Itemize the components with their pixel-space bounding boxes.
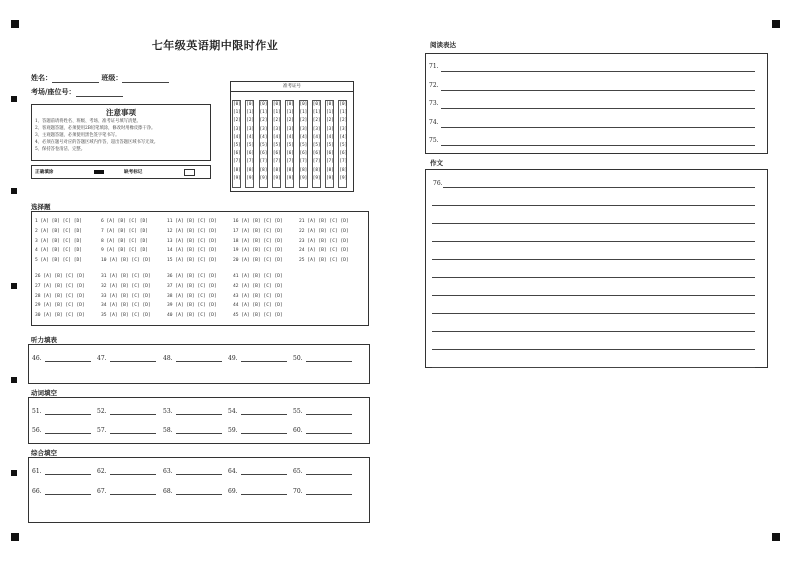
exam-id-digit-bubble[interactable]: [9] [259,175,268,181]
writing-line[interactable] [432,313,755,314]
exam-id-digit-bubble[interactable]: [4] [299,134,308,140]
exam-id-digit-bubble[interactable]: [3] [286,126,294,132]
reading-answer-line[interactable] [441,145,755,146]
exam-id-digit-bubble[interactable]: [2] [326,118,334,124]
corner-mark-bottom-left [11,533,19,541]
exam-id-digit-bubble[interactable]: [4] [286,134,294,140]
reading-question-number: 72. [429,81,439,89]
choice-question[interactable]: 38 [A] [B] [C] [D] [167,293,217,299]
fill-blank[interactable] [97,408,156,415]
exam-id-column[interactable] [245,100,254,188]
exam-id-column[interactable] [299,100,308,188]
fill-blank[interactable] [163,488,222,495]
choice-question[interactable]: 25 [A] [B] [C] [D] [299,258,349,264]
fill-blank[interactable] [97,355,156,362]
exam-id-digit-bubble[interactable]: [8] [299,167,308,173]
class-label: 班级： [101,73,123,82]
choice-question[interactable]: 30 [A] [B] [C] [D] [35,313,85,319]
question-number: 70. [293,488,303,495]
fill-blank[interactable] [293,427,352,434]
reading-section-label: 阅读表达 [430,41,456,49]
fill-blank[interactable] [228,408,287,415]
question-number: 47. [97,355,107,362]
verbs-section-label: 动词填空 [31,389,57,397]
exam-id-digit-bubble[interactable]: [2] [312,118,321,124]
writing-line[interactable] [432,295,755,296]
choice-question[interactable]: 36 [A] [B] [C] [D] [167,274,217,279]
exam-id-digit-bubble[interactable]: [5] [312,143,321,149]
fill-blank[interactable] [32,408,91,415]
fill-blank[interactable] [97,427,156,434]
question-number: 50. [293,355,303,362]
notice-item: 5、保持答卷清洁、完整。 [35,147,85,152]
answer-line[interactable] [45,355,91,362]
fill-blank[interactable] [163,468,222,475]
verbs-box [28,397,370,444]
question-number: 64. [228,468,238,475]
notice-item: 4、必须在题号对应的答题区域内作答，超出答题区域书写无效。 [35,140,159,145]
question-number: 49. [228,355,238,362]
exam-id-digit-bubble[interactable]: [0] [339,102,348,107]
exam-id-digit-bubble[interactable]: [3] [339,126,348,132]
reading-question-number: 74. [429,118,439,126]
choice-question[interactable]: 10 [A] [B] [C] [D] [101,258,151,264]
answer-line[interactable] [241,408,287,415]
answer-line[interactable] [110,427,156,434]
question-number: 62. [97,468,107,475]
writing-line[interactable] [432,223,755,224]
exam-id-digit-bubble[interactable]: [9] [339,175,348,181]
exam-id-digit-bubble[interactable]: [8] [233,167,241,173]
notice-item: 1、答题前请将姓名、班级、考场、准考证号填写清楚。 [35,119,141,124]
exam-id-digit-bubble[interactable]: [6] [272,151,281,157]
exam-id-title: 准考证号 [231,82,353,92]
timing-mark [11,377,17,383]
answer-line[interactable] [45,488,91,495]
exam-id-digit-bubble[interactable]: [1] [233,110,241,116]
exam-id-digit-bubble[interactable]: [4] [272,134,281,140]
question-number: 69. [228,488,238,495]
timing-mark [11,283,17,289]
exam-id-digit-bubble[interactable]: [6] [339,151,348,157]
exam-id-digit-bubble[interactable]: [4] [312,134,321,140]
exam-id-digit-bubble[interactable]: [4] [339,134,348,140]
exam-id-digit-bubble[interactable]: [5] [272,143,281,149]
exam-id-digit-bubble[interactable]: [6] [233,151,241,157]
choice-question[interactable]: 35 [A] [B] [C] [D] [101,313,151,319]
corner-mark-bottom-right [772,533,780,541]
answer-line[interactable] [110,355,156,362]
answer-line[interactable] [176,468,222,475]
answer-line[interactable] [306,355,352,362]
exam-id-digit-bubble[interactable]: [2] [339,118,348,124]
choice-question[interactable]: 31 [A] [B] [C] [D] [101,274,151,279]
fill-legend [31,165,211,179]
choice-question[interactable]: 18 [A] [B] [C] [D] [233,238,283,244]
exam-id-digit-bubble[interactable]: [1] [312,110,321,116]
answer-line[interactable] [176,408,222,415]
choice-question[interactable]: 23 [A] [B] [C] [D] [299,238,349,244]
question-number: 67. [97,488,107,495]
choice-question[interactable]: 12 [A] [B] [C] [D] [167,228,217,234]
exam-id-digit-bubble[interactable]: [4] [246,134,255,140]
choice-question[interactable]: 13 [A] [B] [C] [D] [167,238,217,244]
exam-id-digit-bubble[interactable]: [9] [326,175,334,181]
choice-question[interactable]: 40 [A] [B] [C] [D] [167,313,217,319]
writing-line[interactable] [432,205,755,206]
exam-id-digit-bubble[interactable]: [8] [286,167,294,173]
exam-id-digit-bubble[interactable]: [7] [246,159,255,165]
reading-box [425,53,768,154]
exam-id-digit-bubble[interactable]: [9] [246,175,255,181]
answer-line[interactable] [176,488,222,495]
room-seat-field[interactable] [31,87,123,97]
answer-line[interactable] [306,427,352,434]
fill-blank[interactable] [293,488,352,495]
exam-id-digit-bubble[interactable]: [5] [326,143,334,149]
choice-question[interactable]: 21 [A] [B] [C] [D] [299,219,349,224]
fill-blank[interactable] [32,488,91,495]
exam-id-digit-bubble[interactable]: [1] [299,110,308,116]
correct-fill-label: 正确填涂 [35,170,54,175]
question-number: 60. [293,427,303,434]
exam-id-digit-bubble[interactable]: [9] [233,175,241,181]
exam-id-digit-bubble[interactable]: [7] [326,159,334,165]
writing-line[interactable] [432,331,755,332]
choice-question[interactable]: 17 [A] [B] [C] [D] [233,228,283,234]
answer-line[interactable] [306,488,352,495]
question-number: 59. [228,427,238,434]
exam-id-digit-bubble[interactable]: [3] [312,126,321,132]
cloze-section-label: 综合填空 [31,449,57,457]
exam-id-digit-bubble[interactable]: [5] [299,143,308,149]
choice-question[interactable]: 26 [A] [B] [C] [D] [35,274,85,279]
choice-question[interactable]: 20 [A] [B] [C] [D] [233,258,283,264]
fill-blank[interactable] [163,355,222,362]
exam-id-column[interactable] [312,100,321,188]
fill-blank[interactable] [293,468,352,475]
name-field[interactable] [31,73,169,83]
choice-question[interactable]: 41 [A] [B] [C] [D] [233,274,283,279]
choice-question[interactable]: 14 [A] [B] [C] [D] [167,248,217,254]
writing-section-label: 作文 [430,159,443,167]
choice-question[interactable]: 11 [A] [B] [C] [D] [167,219,217,224]
listening-section-label: 听力填表 [31,336,57,344]
question-number: 53. [163,408,173,415]
exam-id-digit-bubble[interactable]: [1] [272,110,281,116]
corner-mark-top-left [11,20,19,28]
exam-id-digit-bubble[interactable]: [8] [259,167,268,173]
choice-question[interactable]: 42 [A] [B] [C] [D] [233,283,283,289]
answer-line[interactable] [110,488,156,495]
choice-question[interactable]: 43 [A] [B] [C] [D] [233,293,283,299]
notice-title: 注意事项 [106,108,136,117]
writing-line[interactable] [443,187,755,188]
writing-line[interactable] [432,241,755,242]
fill-blank[interactable] [228,488,287,495]
exam-id-digit-bubble[interactable]: [8] [312,167,321,173]
writing-line[interactable] [432,367,755,368]
timing-mark [11,470,17,476]
choice-question[interactable]: 5 [A] [B] [C] [D] [35,258,83,264]
exam-id-digit-bubble[interactable]: [1] [259,110,268,116]
choice-question[interactable]: 2 [A] [B] [C] [D] [35,228,83,234]
choice-question[interactable]: 33 [A] [B] [C] [D] [101,293,151,299]
fill-blank[interactable] [97,488,156,495]
notice-box [31,104,211,161]
exam-id-digit-bubble[interactable]: [5] [246,143,255,149]
correct-fill-sample [94,170,104,174]
exam-id-column[interactable] [259,100,268,188]
exam-id-digit-bubble[interactable]: [2] [233,118,241,124]
exam-id-column[interactable] [325,100,334,188]
exam-id-digit-bubble[interactable]: [5] [259,143,268,149]
exam-id-digit-bubble[interactable]: [7] [339,159,348,165]
fill-blank[interactable] [293,355,352,362]
answer-line[interactable] [241,427,287,434]
exam-id-digit-bubble[interactable]: [4] [259,134,268,140]
choice-question[interactable]: 6 [A] [B] [C] [D] [101,219,149,224]
exam-id-column[interactable] [285,100,294,188]
room-label: 考场/座位号： [31,87,76,96]
writing-line[interactable] [432,349,755,350]
question-number: 56. [32,427,42,434]
question-number: 63. [163,468,173,475]
exam-id-digit-bubble[interactable]: [6] [299,151,308,157]
choice-question[interactable]: 29 [A] [B] [C] [D] [35,303,85,309]
exam-id-column[interactable] [272,100,281,188]
exam-id-digit-bubble[interactable]: [9] [286,175,294,181]
page-title: 七年级英语期中限时作业 [151,39,279,52]
exam-id-digit-bubble[interactable]: [7] [286,159,294,165]
question-number: 51. [32,408,42,415]
answer-line[interactable] [45,468,91,475]
fill-blank[interactable] [32,427,91,434]
missing-exam-label: 缺考标记 [124,170,143,175]
exam-id-digit-bubble[interactable]: [8] [272,167,281,173]
exam-id-digit-bubble[interactable]: [2] [286,118,294,124]
question-number: 68. [163,488,173,495]
exam-id-digit-bubble[interactable]: [1] [339,110,348,116]
writing-question-number: 76. [433,180,443,187]
exam-id-digit-bubble[interactable]: [0] [246,102,255,107]
exam-id-digit-bubble[interactable]: [2] [299,118,308,124]
reading-question-number: 71. [429,63,439,70]
reading-answer-line[interactable] [441,71,755,72]
exam-id-column[interactable] [232,100,241,188]
writing-box [425,169,768,368]
answer-line[interactable] [241,488,287,495]
missing-exam-checkbox[interactable] [184,169,195,176]
exam-id-digit-bubble[interactable]: [8] [339,167,348,173]
exam-id-digit-bubble[interactable]: [0] [259,102,268,107]
exam-id-digit-bubble[interactable]: [0] [233,102,241,107]
choice-question[interactable]: 45 [A] [B] [C] [D] [233,313,283,319]
writing-line[interactable] [432,259,755,260]
exam-id-digit-bubble[interactable]: [6] [259,151,268,157]
exam-id-digit-bubble[interactable]: [3] [233,126,241,132]
fill-blank[interactable] [228,468,287,475]
answer-line[interactable] [110,468,156,475]
exam-id-digit-bubble[interactable]: [3] [246,126,255,132]
question-number: 66. [32,488,42,495]
choice-question[interactable]: 8 [A] [B] [C] [D] [101,238,149,244]
choice-question[interactable]: 27 [A] [B] [C] [D] [35,283,85,289]
choice-question[interactable]: 24 [A] [B] [C] [D] [299,248,349,254]
exam-id-digit-bubble[interactable]: [0] [326,102,334,107]
choice-question[interactable]: 39 [A] [B] [C] [D] [167,303,217,309]
exam-id-digit-bubble[interactable]: [7] [233,159,241,165]
answer-line[interactable] [306,408,352,415]
answer-line[interactable] [176,427,222,434]
exam-id-digit-bubble[interactable]: [8] [326,167,334,173]
choice-question[interactable]: 1 [A] [B] [C] [D] [35,219,83,224]
exam-id-digit-bubble[interactable]: [2] [259,118,268,124]
fill-blank[interactable] [97,468,156,475]
answer-line[interactable] [176,355,222,362]
exam-id-digit-bubble[interactable]: [6] [312,151,321,157]
exam-id-column[interactable] [338,100,347,188]
exam-id-digit-bubble[interactable]: [4] [233,134,241,140]
choice-question[interactable]: 32 [A] [B] [C] [D] [101,283,151,289]
exam-id-digit-bubble[interactable]: [5] [286,143,294,149]
exam-id-digit-bubble[interactable]: [7] [272,159,281,165]
notice-item: 2、客观题答题，必须使用2B铅笔填涂，修改时用橡皮擦干净。 [35,126,156,131]
choice-question[interactable]: 7 [A] [B] [C] [D] [101,228,149,234]
reading-question-number: 75. [429,137,439,144]
exam-id-digit-bubble[interactable]: [8] [246,167,255,173]
timing-mark [11,96,17,102]
exam-id-digit-bubble[interactable]: [0] [272,102,281,107]
fill-blank[interactable] [228,427,287,434]
exam-id-digit-bubble[interactable]: [5] [233,143,241,149]
exam-id-digit-bubble[interactable]: [6] [286,151,294,157]
answer-line[interactable] [241,355,287,362]
choice-question[interactable]: 34 [A] [B] [C] [D] [101,303,151,309]
name-label: 姓名： [31,73,52,82]
question-number: 57. [97,427,107,434]
choice-question[interactable]: 3 [A] [B] [C] [D] [35,238,83,244]
question-number: 65. [293,468,303,475]
exam-id-digit-bubble[interactable]: [0] [299,102,308,107]
exam-id-digit-bubble[interactable]: [4] [326,134,334,140]
exam-id-digit-bubble[interactable]: [3] [259,126,268,132]
exam-id-digit-bubble[interactable]: [7] [299,159,308,165]
fill-blank[interactable] [293,408,352,415]
answer-line[interactable] [110,408,156,415]
answer-line[interactable] [306,468,352,475]
choice-question[interactable]: 28 [A] [B] [C] [D] [35,293,85,299]
exam-id-digit-bubble[interactable]: [3] [326,126,334,132]
listening-box [28,344,370,384]
exam-id-digit-bubble[interactable]: [0] [286,102,294,107]
choice-question[interactable]: 22 [A] [B] [C] [D] [299,228,349,234]
fill-blank[interactable] [163,408,222,415]
writing-line[interactable] [432,277,755,278]
exam-id-digit-bubble[interactable]: [3] [299,126,308,132]
reading-question-number: 73. [429,100,439,107]
answer-line[interactable] [241,468,287,475]
exam-id-digit-bubble[interactable]: [1] [326,110,334,116]
answer-line[interactable] [45,408,91,415]
exam-id-digit-bubble[interactable]: [9] [299,175,308,181]
fill-blank[interactable] [32,355,91,362]
exam-id-digit-bubble[interactable]: [3] [272,126,281,132]
question-number: 52. [97,408,107,415]
exam-id-digit-bubble[interactable]: [1] [286,110,294,116]
question-number: 58. [163,427,173,434]
question-number: 55. [293,408,303,415]
choice-question[interactable]: 37 [A] [B] [C] [D] [167,283,217,289]
exam-id-digit-bubble[interactable]: [9] [312,175,321,181]
choice-question[interactable]: 16 [A] [B] [C] [D] [233,219,283,224]
question-number: 48. [163,355,173,362]
exam-id-digit-bubble[interactable]: [2] [246,118,255,124]
notice-item: 3、主观题答题，必须使用黑色签字笔书写。 [35,133,120,138]
exam-id-digit-bubble[interactable]: [9] [272,175,281,181]
choice-question[interactable]: 15 [A] [B] [C] [D] [167,258,217,264]
reading-answer-line[interactable] [441,90,755,91]
choice-question[interactable]: 19 [A] [B] [C] [D] [233,248,283,254]
corner-mark-top-right [772,20,780,28]
choice-question[interactable]: 4 [A] [B] [C] [D] [35,248,83,254]
question-number: 61. [32,468,42,475]
reading-answer-line[interactable] [441,108,755,109]
exam-id-digit-bubble[interactable]: [2] [272,118,281,124]
reading-answer-line[interactable] [441,127,755,128]
exam-id-digit-bubble[interactable]: [5] [339,143,348,149]
question-number: 54. [228,408,238,415]
exam-id-digit-bubble[interactable]: [1] [246,110,255,116]
exam-id-digit-bubble[interactable]: [6] [326,151,334,157]
question-number: 46. [32,355,42,362]
exam-id-digit-bubble[interactable]: [7] [259,159,268,165]
fill-blank[interactable] [32,468,91,475]
choice-question[interactable]: 9 [A] [B] [C] [D] [101,248,149,254]
fill-blank[interactable] [228,355,287,362]
exam-id-digit-bubble[interactable]: [6] [246,151,255,157]
fill-blank[interactable] [163,427,222,434]
choice-section-label: 选择题 [31,203,51,211]
choice-question[interactable]: 44 [A] [B] [C] [D] [233,303,283,309]
exam-id-digit-bubble[interactable]: [7] [312,159,321,165]
exam-id-digit-bubble[interactable]: [0] [312,102,321,107]
answer-line[interactable] [45,427,91,434]
timing-mark [11,188,17,194]
